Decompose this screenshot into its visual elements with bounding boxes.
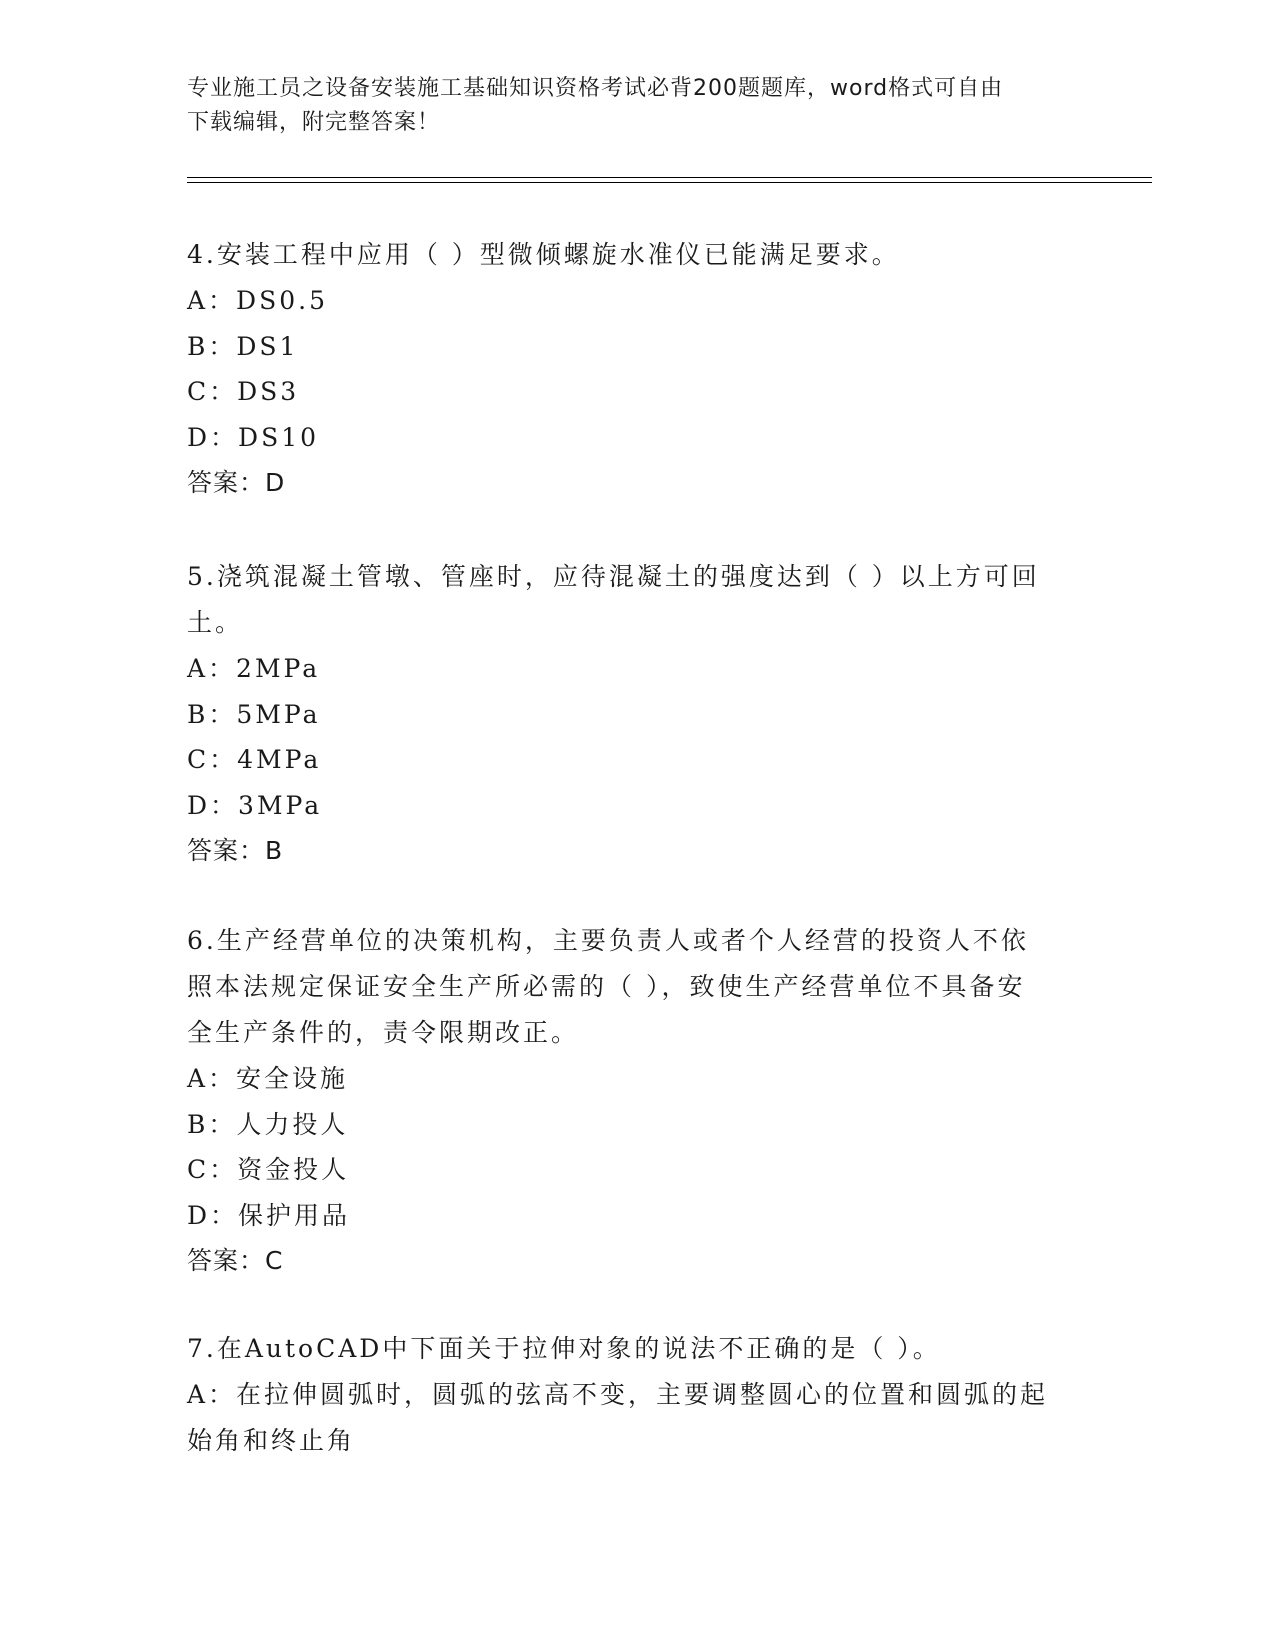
question-text-line-1: 6.生产经营单位的决策机构，主要负责人或者个人经营的投资人不依 <box>187 926 1029 955</box>
option-b: B：DS1 <box>187 331 299 361</box>
question-text-line-1: 5.浇筑混凝土管墩、管座时，应待混凝土的强度达到（ ）以上方可回 <box>187 562 1040 591</box>
question-text-line-3: 全生产条件的，责令限期改正。 <box>187 1018 580 1047</box>
option-a: A：2MPa <box>187 654 321 683</box>
option-a-line-2: 始角和终止角 <box>187 1425 356 1455</box>
option-d: D：保护用品 <box>187 1200 351 1230</box>
question-text: 4.安装工程中应用（ ）型微倾螺旋水准仪已能满足要求。 <box>187 240 900 269</box>
option-a-line-1: A：在拉伸圆弧时，圆弧的弦高不变，主要调整圆心的位置和圆弧的起 <box>187 1380 1049 1409</box>
option-c: C：DS3 <box>187 377 300 406</box>
question-6 <box>187 918 1067 1283</box>
question-text: 7.在AutoCAD中下面关于拉伸对象的说法不正确的是（ ）。 <box>187 1334 941 1363</box>
option-a: A：DS0.5 <box>187 286 328 315</box>
option-b: B：5MPa <box>187 699 321 729</box>
option-a: A：安全设施 <box>187 1064 349 1093</box>
header-divider-top <box>187 177 1152 178</box>
header-line-1: 专业施工员之设备安装施工基础知识资格考试必背200题题库，word格式可自由 <box>187 76 1004 101</box>
answer: 答案：B <box>187 836 284 865</box>
option-d: D：DS10 <box>187 422 320 452</box>
option-c: C：4MPa <box>187 745 322 774</box>
answer: 答案：C <box>187 1246 284 1275</box>
answer: 答案：D <box>187 468 286 497</box>
option-c: C：资金投人 <box>187 1155 350 1184</box>
question-7 <box>187 1326 1067 1463</box>
question-4 <box>187 232 1067 505</box>
question-text-line-2: 土。 <box>187 608 244 637</box>
option-d: D：3MPa <box>187 790 323 820</box>
question-5 <box>187 554 1067 873</box>
header-divider-bottom <box>187 182 1152 183</box>
option-b: B：人力投人 <box>187 1109 349 1139</box>
question-text-line-2: 照本法规定保证安全生产所必需的（ ），致使生产经营单位不具备安 <box>187 972 1026 1001</box>
header-line-2: 下载编辑，附完整答案！ <box>187 110 441 135</box>
document-header <box>187 72 1087 140</box>
